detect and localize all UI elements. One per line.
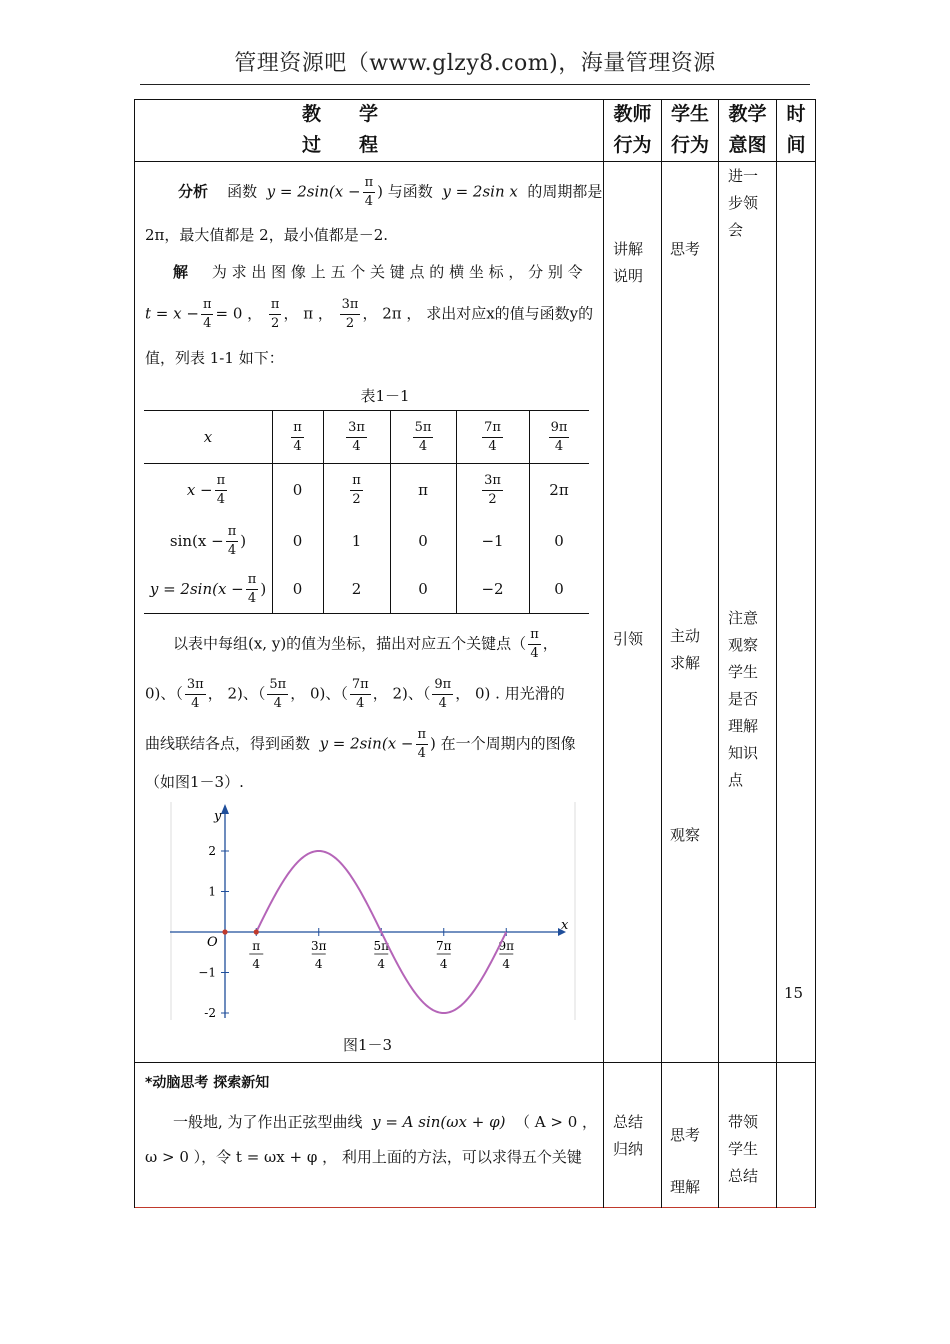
table-right-border xyxy=(815,99,816,1208)
table11-row-label-y: y = 2sin(x − $\frac{\pi}{4}$ ) xyxy=(149,571,267,606)
table-bottom-border xyxy=(134,1207,816,1208)
intent-understand: 进一 步领 会 xyxy=(728,167,759,239)
table11-row-label-t: x − $\frac{\pi}{4}$ xyxy=(186,472,226,507)
x-axis-label: x xyxy=(561,918,569,933)
table11-cell: 0 xyxy=(292,481,303,499)
table11-x-value: π 4 xyxy=(293,419,302,454)
sine-graph-figure xyxy=(170,800,580,1022)
key-point-marker xyxy=(254,929,259,934)
table11-cell: 0 xyxy=(554,532,564,550)
x-tick-label: 3π xyxy=(310,939,327,953)
analysis-line: 分析 函数 y = 2sin(x − $\frac{\pi}{4}$ ) 与函数 y = 2sin x 的周期都是 xyxy=(178,175,603,209)
x-tick-label: 9π xyxy=(498,939,515,953)
col-divider-2 xyxy=(661,99,662,1208)
t-equation-line: t = x − $\frac{\pi}{4}$ = 0 ， $\frac{\pi}{2}$ ， π ， $\frac{3\pi}{2}$ ， 2π ， 求出对应x的值与函数y的 xyxy=(145,297,594,331)
table11-header-rule xyxy=(144,463,589,464)
table11-cell: 0 xyxy=(292,580,303,598)
table11-cell: 0 xyxy=(292,532,303,550)
row2-student-think: 思考 理解 xyxy=(670,1126,701,1196)
y-tick-label: 2 xyxy=(208,844,216,858)
y-axis-label: y xyxy=(214,809,222,824)
table11-cell: 1 xyxy=(351,532,362,550)
table11-x-value: 3π 4 xyxy=(348,419,365,454)
y-tick-label: −1 xyxy=(198,965,216,980)
table11-row-label-x: x xyxy=(203,428,213,446)
plot-text-line-3: 曲线联结各点，得到函数 y = 2sin(x − $\frac{\pi}{4}$ ) 在一个周期内的图像 xyxy=(145,727,576,761)
teacher-action-explain: 讲解 说明 xyxy=(613,240,644,285)
figure-axes xyxy=(170,804,569,1018)
plot-text-line-2: 0)、（ $\frac{3\pi}{4}$ ， 2)、（ $\frac{5\pi}{4}$ ， 0)、（ $\frac{7\pi}{4}$ ， 2)、（ $\frac{9\pi}{4}$ ， 0) . 用光滑的 xyxy=(145,677,565,711)
table-caption: 表1－1 xyxy=(360,387,410,405)
table11-bottom-rule xyxy=(144,613,589,614)
header-teaching-intent: 教学 意图 xyxy=(728,103,767,156)
y-tick-label: 1 xyxy=(208,884,216,899)
student-action-solve: 主动 求解 xyxy=(670,627,701,672)
y-tick-label: -2 xyxy=(204,1006,216,1020)
header-teaching-process: 教 学 过 程 xyxy=(301,103,378,156)
section-title: *动脑思考 探索新知 xyxy=(145,1075,270,1091)
solution-line: 解 为 求 出 图 像 上 五 个 关 键 点 的 横 坐 标 ， 分 别 令 xyxy=(173,263,583,281)
row2-teacher-summary: 总结 归纳 xyxy=(613,1113,644,1158)
header-student-behavior: 学生 行为 xyxy=(670,103,709,156)
table11-cell: −2 xyxy=(481,580,504,598)
table11-x-value: 7π 4 xyxy=(484,419,501,454)
row2-intent-lead: 带领 学生 总结 xyxy=(728,1113,759,1185)
table11-cell: 3π 2 xyxy=(484,472,501,507)
intent-observe-students: 注意 观察 学生 是否 理解 知识 点 xyxy=(728,609,759,789)
table-left-border xyxy=(134,99,135,1208)
plot-text-line-4: （如图1－3）. xyxy=(145,773,244,791)
x-tick-label: 4 xyxy=(439,957,448,971)
table11-cell: π 2 xyxy=(352,472,361,507)
figure-caption: 图1－3 xyxy=(343,1036,393,1054)
student-action-think: 思考 xyxy=(670,240,701,258)
time-value: 15 xyxy=(784,984,804,1002)
table11-cell: −1 xyxy=(481,532,504,550)
table-header-divider xyxy=(134,161,816,162)
row2-line-1: 一般地, 为了作出正弦型曲线 y = A sin(ωx + φ) （ A > 0 ， xyxy=(173,1113,598,1131)
teacher-action-guide: 引领 xyxy=(613,630,644,648)
table-row-divider xyxy=(134,1062,816,1063)
header-rule xyxy=(140,84,810,85)
origin-label: O xyxy=(207,935,218,950)
table11-cell: 0 xyxy=(418,532,428,550)
col-divider-4 xyxy=(776,99,777,1208)
x-tick-label: 7π xyxy=(435,939,452,953)
table11-cell: 0 xyxy=(418,580,428,598)
table11-cell: 2π xyxy=(549,481,569,499)
origin-marker xyxy=(222,929,227,934)
header-time: 时 间 xyxy=(786,103,806,156)
student-action-observe: 观察 xyxy=(670,826,701,844)
header-teacher-behavior: 教师 行为 xyxy=(613,103,652,156)
analysis-line-2: 2π，最大值都是 2，最小值都是－2. xyxy=(145,226,389,244)
x-tick-label: 4 xyxy=(502,957,511,971)
x-tick-label: 4 xyxy=(314,957,323,971)
table11-x-value: 5π 4 xyxy=(414,419,432,454)
table11-cell: π xyxy=(418,481,428,499)
table11-row-label-sin: sin(x − $\frac{\pi}{4}$ ) xyxy=(169,523,247,558)
col-divider-1 xyxy=(603,99,604,1208)
x-tick-label: 4 xyxy=(377,957,386,971)
x-tick-label: 5π xyxy=(373,939,390,953)
x-tick-label: π xyxy=(252,939,261,953)
table11-x-value: 9π 4 xyxy=(550,419,568,454)
table11-cell: 0 xyxy=(554,580,564,598)
page-header: 管理资源吧（www.glzy8.com)，海量管理资源 xyxy=(234,51,716,76)
table11-cell: 2 xyxy=(351,580,362,598)
x-tick-label: 4 xyxy=(252,957,261,971)
plot-text-line-1: 以表中每组(x, y)的值为坐标，描出对应五个关键点（ $\frac{\pi}{4}$ ， xyxy=(173,627,558,661)
col-divider-3 xyxy=(718,99,719,1208)
y-axis-arrow xyxy=(221,804,229,814)
solution-line-3: 值，列表 1-1 如下： xyxy=(145,349,284,367)
row2-line-2: ω > 0 ），令 t = ωx + φ ， 利用上面的方法，可以求得五个关键 xyxy=(145,1148,582,1166)
